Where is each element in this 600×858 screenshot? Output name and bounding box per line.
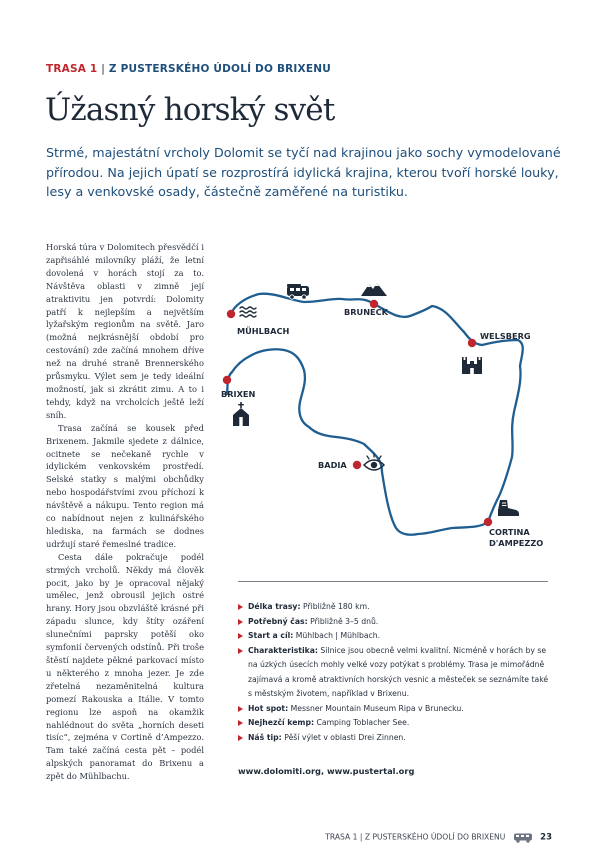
route-map (214, 272, 564, 572)
label-welsberg: WELSBERG (480, 331, 531, 341)
marker-badia (353, 461, 361, 469)
bullet-arrow-icon (238, 648, 243, 654)
body-text (46, 241, 204, 783)
route-number: TRASA 1 (46, 63, 98, 75)
bullet-arrow-icon (238, 604, 243, 610)
route-subtitle: Z PUSTERSKÉHO ÚDOLÍ DO BRIXENU (108, 63, 331, 75)
label-cortina-line1: CORTINA (489, 527, 530, 537)
body-paragraph-2: Trasa začíná se kousek před Brixenem. Jakmile sjedete z dálnice, ocitnete se nečekaně rychle v idylickém venkovském prostředí. Selské statky s malými obchůdky nebo hospodářstvími zvou příchozí k návštěvě a nákupu. Tento region má co nabídnout nejen z kulinářského hlediska, na farmách se dodnes udržují staré řemeslné tradice. (46, 422, 204, 549)
footer-separator: | (359, 832, 363, 842)
route-kicker (46, 63, 331, 75)
page-number: 23 (540, 832, 552, 843)
hiking-boot-icon (498, 500, 519, 516)
eye-icon (364, 454, 384, 470)
marker-muhlbach (227, 310, 235, 318)
page-title: Úžasný horský svět (45, 92, 335, 128)
label-muhlbach: MÜHLBACH (237, 326, 290, 336)
fact-time-needed (238, 615, 550, 630)
fact-label: Délka trasy: (248, 602, 301, 611)
fact-value: Messner Mountain Museum Ripa v Brunecku. (290, 703, 464, 713)
kicker-separator: | (101, 63, 106, 75)
bullet-arrow-icon (238, 633, 243, 639)
fact-value: Pěší výlet v oblasti Drei Zinnen. (284, 732, 406, 742)
marker-cortina (484, 518, 492, 526)
bullet-arrow-icon (238, 735, 243, 741)
fact-best-camp (238, 716, 550, 731)
lead-paragraph: Strmé, majestátní vrcholy Dolomit se tyčí nad krajinou jako sochy vymodelované přírodou. Na jejich úpatí se rozprostírá idylická krajina, kterou tvoří horské louky, lesy a venkovské osady, částečně zaměřené na turistiku. (46, 145, 561, 199)
camper-van-icon (287, 284, 309, 299)
marker-brixen (223, 376, 231, 384)
bullet-arrow-icon (238, 706, 243, 712)
fact-start-finish (238, 629, 550, 644)
fact-value: Přibližně 180 km. (302, 602, 370, 611)
church-icon (233, 402, 249, 426)
fact-label: Nejhezčí kemp: (248, 718, 315, 727)
label-badia: BADIA (318, 460, 347, 470)
body-paragraph-3: Cesta dále pokračuje podél strmých vrcholů. Někdy má člověk pocit, jako by je opracoval nějaký umělec, jenž obrousil jejich ostré hrany. Hory jsou obzvláště krásné při západu slunce, kdy štíty ozáření slunečními paprsky potěší oko symfonií červených odstínů. Při troše štěstí najdete pěkné parkovací místo u některého z mnoha jezer. Je zde zřetelná nezaměnitelná kultura pomezí Rakouska a Itálie. V tomto regionu lze aspoň na okamžik nahlédnout do světa „horních deseti tisíc“, zejména v Cortině d’Ampezzo. Tam také začíná cesta pět – podél alpských panoramat do Brixenu a zpět do Mühlbachu. (46, 551, 204, 782)
label-brixen: BRIXEN (221, 389, 256, 399)
marker-welsberg (468, 339, 476, 347)
bullet-arrow-icon (238, 619, 243, 625)
fact-value: Přibližně 3–5 dnů. (310, 616, 379, 626)
mountains-icon (361, 283, 387, 296)
fact-value: Mühlbach | Mühlbach. (295, 631, 381, 640)
label-cortina-line2: D'AMPEZZO (489, 538, 544, 548)
fact-value: Silnice jsou obecně velmi kvalitní. Nicméně v horách by se na úzkých úsecích mohly velké vozy potýkat s problémy. Trasa je mimořádně zajímavá a kromě atraktivních horských vesnic a městeček se seznámíte také s městským životem, například v Brixenu. (248, 645, 549, 698)
footer-route: TRASA 1 (325, 832, 358, 842)
websites: www.dolomiti.org, www.pustertal.org (238, 766, 415, 776)
trip-facts (238, 600, 550, 745)
label-bruneck: BRUNECK (344, 307, 388, 317)
fact-label: Potřebný čas: (248, 616, 308, 626)
lake-waves-icon (240, 307, 256, 317)
fact-route-length (238, 600, 550, 615)
fact-label: Hot spot: (248, 703, 289, 713)
bullet-arrow-icon (238, 720, 243, 726)
facts-divider (238, 581, 548, 582)
fact-label: Charakteristika: (248, 645, 318, 655)
fact-value: Camping Toblacher See. (316, 718, 410, 727)
fact-label: Start a cíl: (248, 631, 294, 640)
page-footer (325, 832, 552, 843)
body-paragraph-1: Horská túra v Dolomitech přesvědčí i zapřisáhlé milovníky pláží, že letní dovolená v horách stojí za to. Návštěva oblasti v zimně její atraktivitu jen potvrdí: Dolomity patří k nejlepším a největším lyžařským regionům na světě. Jaro (možná nejkrásnější období pro cestování) zde začíná mnohem dříve než na druhé straně Brennerského průsmyku. Výlet sem je tedy ideální možností, jak si zkrátit zimu. A to i tehdy, když na vrcholcích ještě leží sníh. (46, 242, 204, 420)
camper-van-icon (514, 832, 532, 843)
footer-subtitle: Z PUSTERSKÉHO ÚDOLÍ DO BRIXENU (364, 832, 506, 842)
castle-icon (462, 357, 482, 374)
fact-characteristics (238, 644, 550, 702)
fact-label: Náš tip: (248, 732, 282, 742)
fact-hot-spot (238, 702, 550, 717)
fact-our-tip (238, 731, 550, 746)
